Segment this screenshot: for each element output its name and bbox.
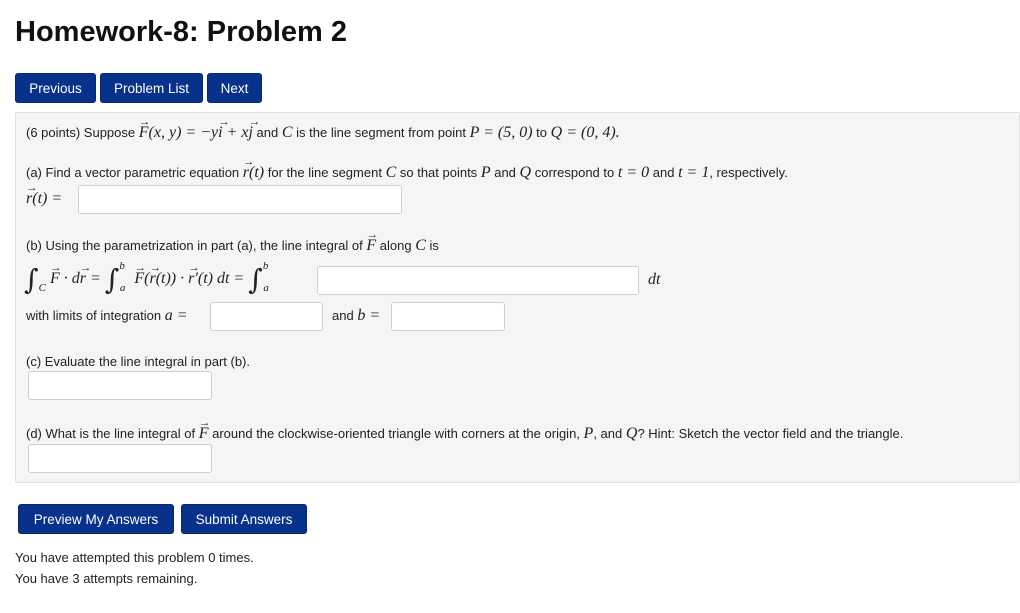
- attempts-remaining-text: You have 3 attempts remaining.: [15, 571, 198, 586]
- to-word: to: [536, 125, 547, 140]
- r-of-t-label: → r(t) =: [26, 190, 62, 208]
- attempts-count-text: You have attempted this problem 0 times.: [15, 550, 254, 565]
- part-a-answer-input[interactable]: [78, 185, 402, 214]
- point-p-math: P = (5, 0): [469, 124, 533, 141]
- points-label: (6 points) Suppose: [26, 125, 136, 140]
- preview-answers-button[interactable]: Preview My Answers: [18, 504, 174, 534]
- point-q-symbol: Q: [625, 425, 638, 442]
- part-a-middle: for the line segment: [267, 165, 382, 180]
- part-d-answer-input[interactable]: [28, 444, 212, 473]
- and-word: and: [494, 165, 516, 180]
- and-word: , and: [593, 426, 623, 441]
- field-definition-math: → F(x, y) = −y→ i + x→ j: [139, 124, 253, 141]
- submit-answers-button[interactable]: Submit Answers: [181, 504, 307, 534]
- a-equals: a =: [164, 307, 188, 324]
- along-word: along: [379, 238, 412, 253]
- r-of-t-math: → r(t): [243, 164, 264, 181]
- next-button[interactable]: Next: [207, 73, 262, 103]
- curve-symbol: C: [385, 164, 397, 181]
- limits-label-row: [26, 307, 188, 325]
- part-d-question: [26, 425, 903, 443]
- part-a-middle2: so that points: [399, 165, 478, 180]
- correspond-text: correspond to: [534, 165, 615, 180]
- curve-symbol: C: [281, 124, 293, 141]
- curve-symbol: C: [415, 237, 426, 254]
- point-q-math: Q = (0, 4).: [550, 124, 620, 141]
- line-integral-expression: $\int_C \to F \cdot d\to r = \int^b_a \to F(\to r(t))$ · → r′(t) dt = ∫$^b_a$: [24, 263, 274, 296]
- and-word: and: [652, 165, 675, 180]
- b-label-row: [332, 307, 380, 325]
- point-q-symbol: Q: [519, 164, 532, 181]
- respectively-text: , respectively.: [709, 165, 788, 180]
- and-word: and: [332, 308, 354, 323]
- t-one-math: t = 1: [678, 164, 710, 181]
- problem-list-button[interactable]: Problem List: [100, 73, 203, 103]
- t-zero-math: t = 0: [617, 164, 650, 181]
- part-a-lead: (a) Find a vector parametric equation: [26, 165, 240, 180]
- page-title: Homework-8: Problem 2: [15, 16, 347, 48]
- part-b-question: [26, 237, 439, 255]
- part-d-lead: (d) What is the line integral of: [26, 426, 196, 441]
- hint-text: ? Hint: Sketch the vector field and the triangle.: [637, 426, 904, 441]
- part-b-lead: (b) Using the parametrization in part (a), the line integral of: [26, 238, 363, 253]
- dt-suffix: dt: [648, 271, 661, 288]
- f-vector-symbol: → F: [366, 237, 376, 254]
- part-d-tail: around the clockwise-oriented triangle with corners at the origin,: [212, 426, 580, 441]
- and-word: and: [256, 125, 279, 140]
- point-p-symbol: P: [480, 164, 491, 181]
- b-equals: b =: [357, 307, 381, 324]
- part-c-question: (c) Evaluate the line integral in part (b).: [26, 354, 250, 369]
- part-b-integrand-input[interactable]: [317, 266, 639, 295]
- f-vector-symbol: → F: [199, 425, 209, 442]
- is-word: is: [429, 238, 439, 253]
- previous-button[interactable]: Previous: [15, 73, 96, 103]
- problem-statement: [26, 124, 620, 142]
- part-a-question: [26, 164, 788, 182]
- segment-text: is the line segment from point: [296, 125, 466, 140]
- point-p-symbol: P: [583, 425, 594, 442]
- limit-b-input[interactable]: [391, 302, 505, 331]
- limit-a-input[interactable]: [210, 302, 323, 331]
- part-c-answer-input[interactable]: [28, 371, 212, 400]
- limits-label: with limits of integration: [26, 308, 162, 323]
- problem-panel: [15, 112, 1020, 483]
